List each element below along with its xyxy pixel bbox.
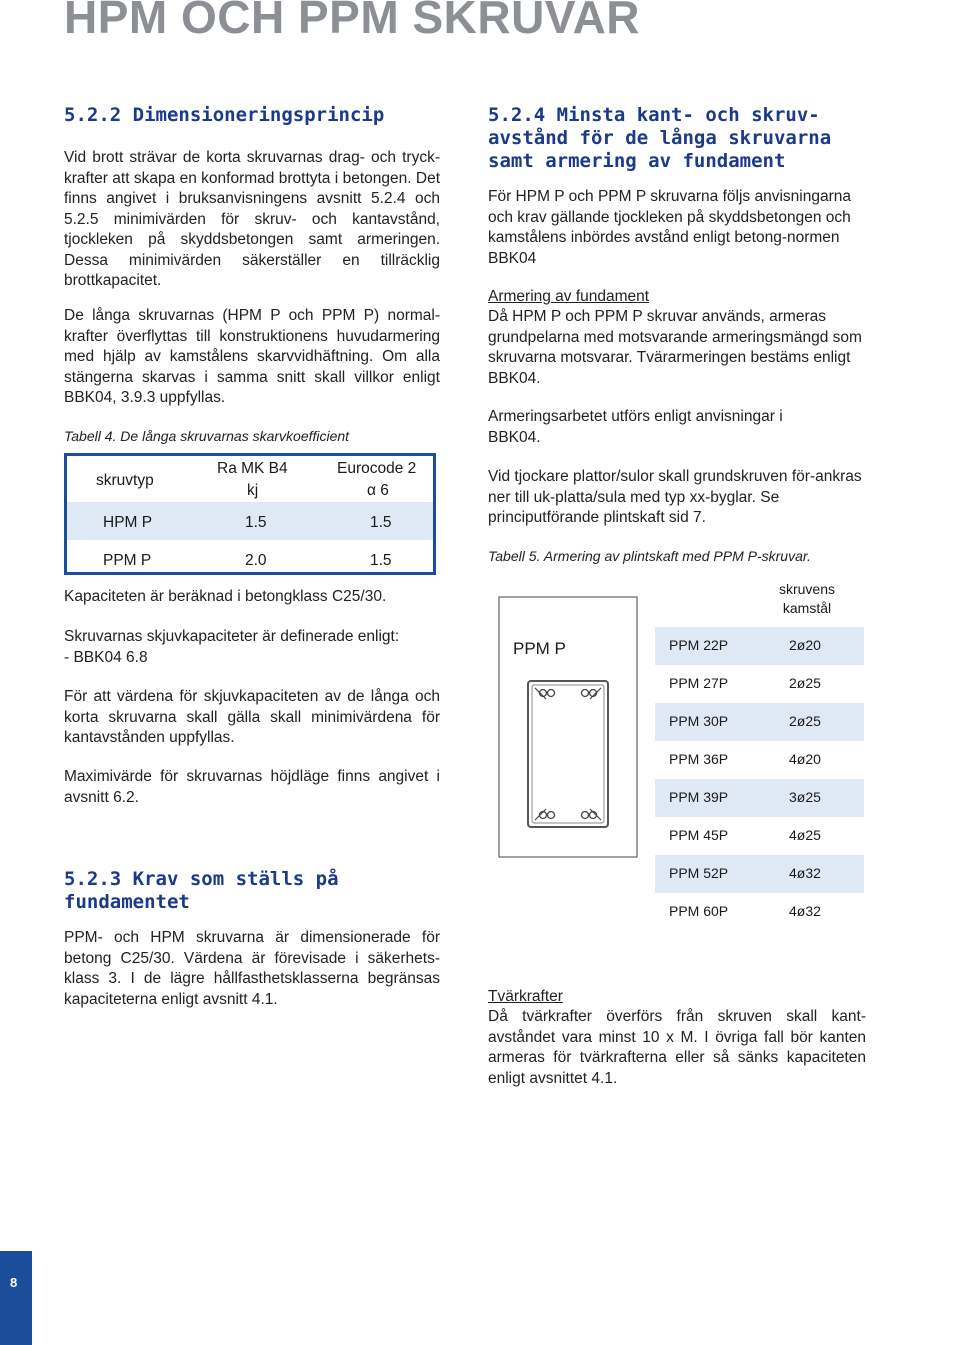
table5-row7-type: PPM 52P: [669, 865, 729, 881]
table4-col-kj-header-line2: kj: [247, 482, 259, 499]
page-number-tab: [0, 1251, 32, 1345]
table4-row1-type: HPM P: [103, 514, 153, 531]
table4-row2-type: PPM P: [103, 552, 152, 569]
table-row: [655, 893, 864, 931]
shear-forces-heading: Tvärkrafter: [488, 988, 563, 1005]
table4-row2-a6: 1.5: [370, 552, 392, 569]
section-5-2-3-heading-line1: 5.2.3 Krav som ställs på: [64, 868, 339, 890]
section-5-2-4-heading-line2: avstånd för de långa skruvarna: [488, 127, 832, 149]
table5-row2-type: PPM 27P: [669, 675, 729, 691]
table4-col-kj-header-line1: Ra MK B4: [217, 460, 288, 477]
distance-paragraph: För HPM P och PPM P skruvarna följs anvisningarna och krav gällande tjockleken på skyddsbetongen och kamstålens inbördes avstånd enligt betong-normen BBK04: [488, 188, 851, 267]
table5-plinth-reinforcement: [488, 572, 864, 924]
table5-row7-steel: 4ø32: [789, 865, 821, 881]
table-row: [655, 703, 864, 741]
table5-row4-type: PPM 36P: [669, 751, 729, 767]
table-row: [67, 502, 433, 540]
foundation-paragraph: PPM- och HPM skruvarna är dimensionerade för betong C25/30. Värdena är förevisade i säkerhets-klass 3. I de lägre hållfasthetsklasserna begränsas kapaciteterna enligt avsnitt 4.1.: [64, 929, 440, 1008]
table-row: [655, 665, 864, 703]
reinforcement-work-paragraph: Armeringsarbetet utförs enligt anvisningar i BBK04.: [488, 408, 783, 446]
table-row: [67, 540, 433, 575]
plinth-cross-section-diagram: [498, 596, 638, 858]
shear-note-line1: Skruvarnas skjuvkapaciteter är definerade enligt:: [64, 628, 400, 645]
table4-col-ec2-header-line2: α 6: [367, 482, 389, 499]
table5-header-line2: kamstål: [782, 600, 832, 616]
shear-edge-paragraph: För att värdena för skjuvkapaciteten av de långa och korta skruvarna skall gälla skall minimivärdena för kantavstånden uppfyllas.: [64, 688, 440, 746]
table5-row1-steel: 2ø20: [789, 637, 821, 653]
section-5-2-4-heading-line1: 5.2.4 Minsta kant- och skruv-: [488, 104, 820, 126]
height-paragraph: Maximivärde för skruvarnas höjdläge finns angivet i avsnitt 6.2.: [64, 768, 440, 806]
table-row: [655, 817, 864, 855]
table5-header-line1: skruvens: [778, 581, 836, 597]
table-row: [655, 627, 864, 665]
table4-col-ec2-header-line1: Eurocode 2: [337, 460, 417, 477]
section-5-2-4-heading-line3: samt armering av fundament: [488, 150, 786, 172]
table5-header: [750, 580, 864, 618]
reinforcement-heading: Armering av fundament: [488, 288, 650, 305]
table5-row6-type: PPM 45P: [669, 827, 729, 843]
table5-row8-type: PPM 60P: [669, 903, 729, 919]
shear-forces-paragraph: Då tvärkrafter överförs från skruven skall kant-avståndet vara minst 10 x M. I övriga fall bör kanten armeras för tvärkrafterna eller så sänks kapaciteten enligt avsnittet 4.1.: [488, 1008, 866, 1087]
table4-col-type-header: skruvtyp: [96, 472, 154, 489]
table4-caption: Tabell 4. De långa skruvarnas skarvkoefficient: [64, 428, 350, 444]
table4-splice-coefficients: [64, 453, 436, 575]
table5-row1-type: PPM 22P: [669, 637, 729, 653]
table5-row5-steel: 3ø25: [789, 789, 821, 805]
table4-row1-kj: 1.5: [245, 514, 267, 531]
dim-paragraph-2: De långa skruvarnas (HPM P och PPM P) normal-krafter överflyttas till konstruktionens huvudarmering med hjälp av kamstålens skarvvidhäftning. Om alla stängerna skarvas i samma snitt skall villkor enligt BBK04, 3.9.3 uppfyllas.: [64, 307, 440, 406]
table4-header-row: [67, 456, 433, 502]
table5-row2-steel: 2ø25: [789, 675, 821, 691]
table4-row2-kj: 2.0: [245, 552, 267, 569]
table4-row1-a6: 1.5: [370, 514, 392, 531]
table-row: [655, 779, 864, 817]
page-number: 8: [10, 1275, 18, 1290]
table-row: [655, 855, 864, 893]
table5-row6-steel: 4ø25: [789, 827, 821, 843]
section-5-2-2-heading: 5.2.2 Dimensioneringsprincip: [64, 104, 385, 126]
table-row: [655, 741, 864, 779]
section-5-2-3-heading-line2: fundamentet: [64, 891, 190, 913]
dim-paragraph-1: Vid brott strävar de korta skruvarnas drag- och tryck-krafter att skapa en konformad brottyta i betongen. Det finns angivet i bruksanvisningens avsnitt 5.2.4 och 5.2.5 minimivärden för skruv- och kantavstånd, tjockleken på skyddsbetongen samt armeringen. Dessa minimivärden säkerställer en tillräcklig brottkapacitet.: [64, 149, 440, 289]
table5-row4-steel: 4ø20: [789, 751, 821, 767]
table5-label: PPM P: [513, 639, 566, 658]
capacity-note: Kapaciteten är beräknad i betongklass C25/30.: [64, 588, 387, 605]
shear-note-line2: - BBK04 6.8: [64, 649, 148, 666]
table5-row8-steel: 4ø32: [789, 903, 821, 919]
table5-caption: Tabell 5. Armering av plintskaft med PPM P-skruvar.: [488, 548, 811, 564]
reinforcement-paragraph: Då HPM P och PPM P skruvar används, armeras grundpelarna med motsvarande armeringsmängd som skruvarna motsvarar. Tvärarmeringen bestäms enligt BBK04.: [488, 308, 862, 387]
anchoring-paragraph: Vid tjockare plattor/sulor skall grundskruven för-ankras ner till uk-platta/sula med typ xx-byglar. Se principutförande plintskaft sid 7.: [488, 468, 862, 526]
table5-row3-type: PPM 30P: [669, 713, 729, 729]
page-title: HPM OCH PPM SKRUVAR: [64, 0, 641, 43]
table5-row3-steel: 2ø25: [789, 713, 821, 729]
table5-row5-type: PPM 39P: [669, 789, 729, 805]
